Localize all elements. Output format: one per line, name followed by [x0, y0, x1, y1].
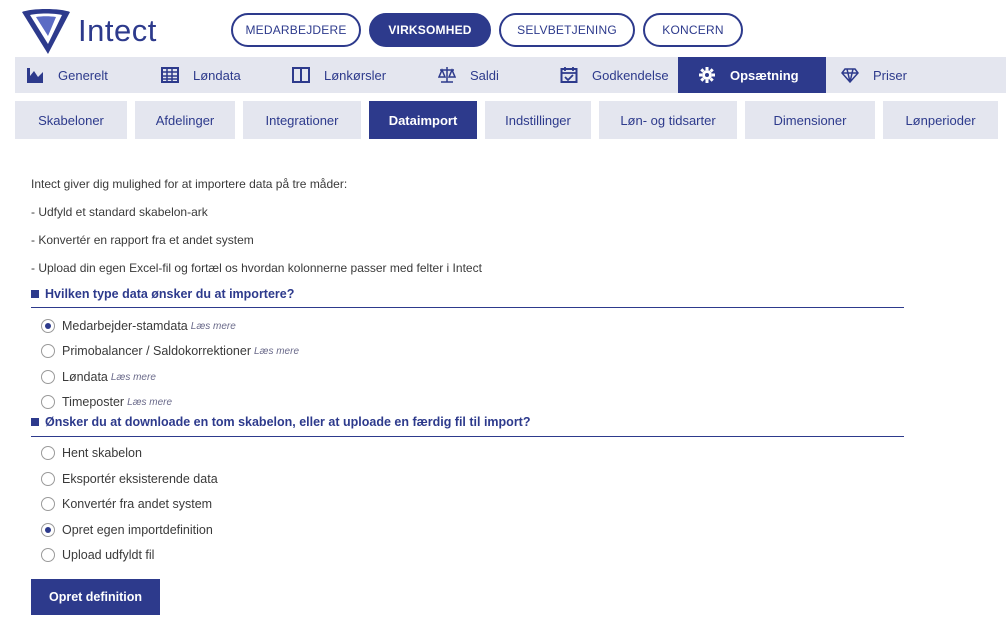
main-nav-generelt[interactable]: [15, 57, 148, 93]
radio-konverter[interactable]: [41, 497, 212, 511]
sub-nav-dimensioner[interactable]: [745, 101, 875, 139]
top-nav-label: KONCERN: [662, 23, 724, 37]
intro-line: Intect giver dig mulighed for at importere data på tre måder:: [31, 177, 348, 191]
read-more-link[interactable]: Læs mere: [253, 345, 299, 357]
top-nav-label: SELVBETJENING: [517, 23, 617, 37]
radio-label: Upload udfyldt fil: [62, 548, 155, 562]
sub-nav-label: Lønperioder: [905, 112, 976, 128]
scale-icon: [438, 66, 456, 84]
read-more-link[interactable]: Læs mere: [190, 320, 236, 332]
chart-icon: [26, 66, 44, 84]
radio-label: Konvertér fra andet system: [62, 497, 213, 511]
top-nav-medarbejdere[interactable]: [231, 13, 361, 47]
sub-nav-integrationer[interactable]: [243, 101, 361, 139]
top-nav-label: MEDARBEJDERE: [245, 23, 347, 37]
sub-nav-label: Afdelinger: [155, 112, 215, 128]
radio-label: Medarbejder-stamdata: [62, 319, 188, 333]
section-title-text: Ønsker du at downloade en tom skabelon, eller at uploade en færdig fil til import?: [45, 415, 531, 429]
top-nav-virksomhed[interactable]: [369, 13, 491, 47]
main-nav-opsaetning[interactable]: [678, 57, 826, 93]
brand-name: Intect: [78, 13, 157, 48]
sub-nav-dataimport[interactable]: [369, 101, 477, 139]
radio-opret-importdefinition[interactable]: [41, 523, 213, 537]
radio-label: Løndata: [62, 370, 108, 384]
sub-nav-label: Dimensioner: [773, 112, 847, 128]
main-nav-label: Løndata: [193, 67, 241, 83]
diamond-icon: [841, 66, 859, 84]
sub-nav-indstillinger[interactable]: [485, 101, 591, 139]
radio-button[interactable]: [41, 370, 55, 384]
radio-timeposter[interactable]: [41, 395, 172, 409]
main-nav-londata[interactable]: [148, 57, 278, 93]
table-icon: [161, 66, 179, 84]
main-nav-godkendelse[interactable]: [529, 57, 678, 93]
intro-line: - Konvertér en rapport fra et andet system: [31, 233, 254, 247]
section-title-text: Hvilken type data ønsker du at importere?: [45, 287, 295, 301]
radio-primobalancer[interactable]: [41, 344, 299, 358]
top-nav-label: VIRKSOMHED: [388, 23, 472, 37]
section-bullet: [31, 290, 39, 298]
book-icon: [292, 66, 310, 84]
sub-nav-afdelinger[interactable]: [135, 101, 235, 139]
app-header: [0, 0, 1006, 58]
radio-upload-fil[interactable]: [41, 548, 154, 562]
radio-button[interactable]: [41, 523, 55, 537]
sub-nav-label: Dataimport: [388, 112, 458, 128]
section-divider: [31, 307, 904, 308]
intro-line: - Upload din egen Excel-fil og fortæl os hvordan kolonnerne passer med felter i Intect: [31, 261, 482, 275]
main-nav-label: Generelt: [58, 67, 108, 83]
section-divider: [31, 436, 904, 437]
sub-nav-label: Integrationer: [265, 112, 339, 128]
radio-label: Primobalancer / Saldokorrektioner: [62, 344, 251, 358]
radio-button[interactable]: [41, 344, 55, 358]
radio-eksporter-data[interactable]: [41, 472, 218, 486]
main-nav-priser[interactable]: [826, 57, 1006, 93]
radio-button[interactable]: [41, 472, 55, 486]
intro-line: - Udfyld et standard skabelon-ark: [31, 205, 208, 219]
radio-medarbejder-stamdata[interactable]: [41, 319, 236, 333]
logo[interactable]: [20, 6, 157, 56]
section-title-action: [31, 415, 530, 429]
sub-nav-lonperioder[interactable]: [883, 101, 998, 139]
sub-nav-label: Skabeloner: [38, 112, 104, 128]
section-title-data-type: [31, 287, 294, 301]
sub-nav-skabeloner[interactable]: [15, 101, 127, 139]
radio-button[interactable]: [41, 319, 55, 333]
main-nav-lonkorsler[interactable]: [278, 57, 418, 93]
radio-button[interactable]: [41, 446, 55, 460]
main-nav-label: Lønkørsler: [324, 67, 387, 83]
main-nav-label: Godkendelse: [592, 67, 669, 83]
radio-button[interactable]: [41, 548, 55, 562]
radio-label: Hent skabelon: [62, 446, 142, 460]
sub-nav: [15, 101, 1006, 139]
top-nav-selvbetjening[interactable]: [499, 13, 635, 47]
main-nav: [15, 57, 1006, 93]
main-nav-label: Priser: [873, 67, 907, 83]
radio-hent-skabelon[interactable]: [41, 446, 142, 460]
read-more-link[interactable]: Læs mere: [127, 396, 173, 408]
read-more-link[interactable]: Læs mere: [110, 371, 156, 383]
radio-label: Timeposter: [62, 395, 125, 409]
top-nav-koncern[interactable]: [643, 13, 743, 47]
intect-logo-icon: [20, 6, 72, 56]
sub-nav-lon-og-tidsarter[interactable]: [599, 101, 737, 139]
radio-label: Eksportér eksisterende data: [62, 472, 218, 486]
main-nav-saldi[interactable]: [418, 57, 529, 93]
sub-nav-label: Indstillinger: [505, 112, 571, 128]
sub-nav-label: Løn- og tidsarter: [620, 112, 716, 128]
radio-button[interactable]: [41, 395, 55, 409]
gear-icon: [698, 66, 716, 84]
radio-label: Opret egen importdefinition: [62, 523, 213, 537]
calendar-check-icon: [560, 66, 578, 84]
top-nav: [231, 13, 743, 47]
radio-button[interactable]: [41, 497, 55, 511]
radio-londata[interactable]: [41, 370, 156, 384]
opret-definition-button[interactable]: Opret definition: [31, 579, 160, 615]
section-bullet: [31, 418, 39, 426]
intro-text: [31, 170, 911, 282]
main-nav-label: Saldi: [470, 67, 499, 83]
main-nav-label: Opsætning: [730, 67, 799, 83]
